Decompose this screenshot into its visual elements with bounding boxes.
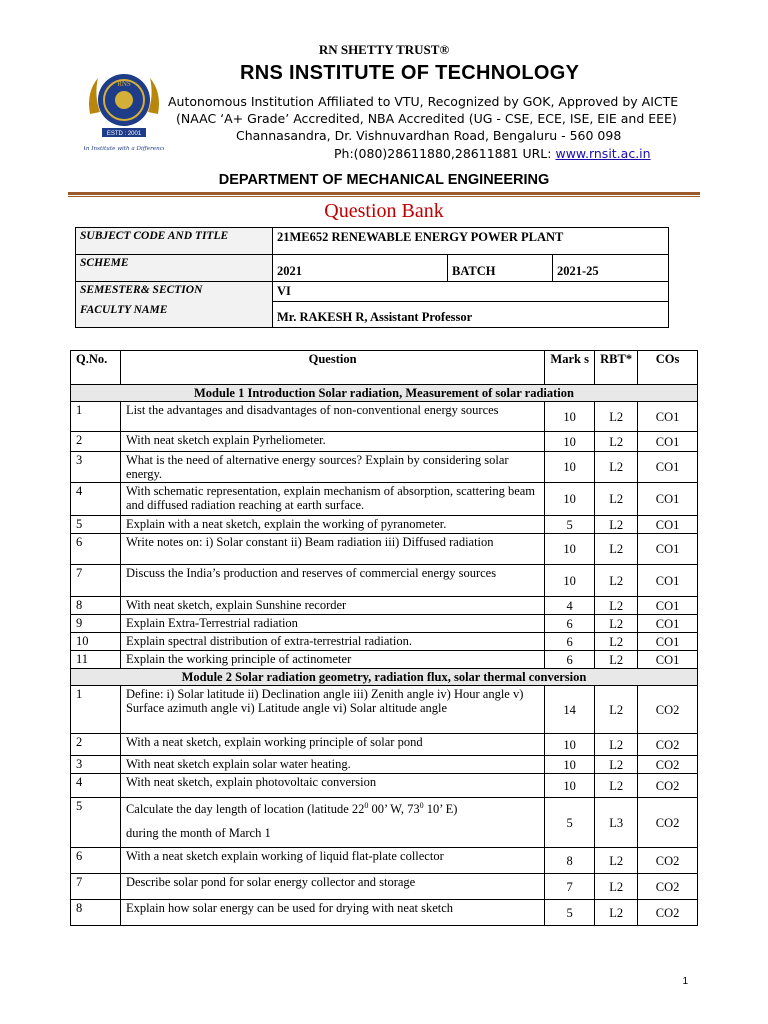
qno-cell: 2	[71, 432, 121, 452]
table-row	[71, 798, 698, 848]
table-row	[71, 452, 698, 483]
marks-cell: 5	[545, 900, 595, 926]
rbt-cell: L2	[595, 565, 638, 597]
module-2-questions	[71, 686, 698, 926]
co-cell: CO1	[638, 402, 698, 432]
faculty-label: FACULTY NAME	[76, 302, 273, 328]
rbt-cell: L2	[595, 597, 638, 615]
rbt-cell: L2	[595, 452, 638, 483]
trust-name: RN SHETTY TRUST®	[318, 42, 450, 57]
header-divider	[68, 192, 700, 195]
table-row	[71, 734, 698, 756]
department-title: DEPARTMENT OF MECHANICAL ENGINEERING	[218, 172, 550, 188]
question-cell: Explain with a neat sketch, explain the working of pyranometer.	[120, 516, 544, 534]
institute-name: RNS INSTITUTE OF TECHNOLOGY	[240, 62, 580, 84]
marks-cell: 10	[545, 402, 595, 432]
co-cell: CO2	[638, 734, 698, 756]
table-row	[71, 633, 698, 651]
qno-cell: 7	[71, 874, 121, 900]
qno-cell: 9	[71, 615, 121, 633]
batch-label: BATCH	[448, 255, 553, 282]
marks-cell: 10	[545, 774, 595, 798]
table-row	[71, 402, 698, 432]
institute-logo	[84, 62, 164, 154]
qno-cell: 8	[71, 597, 121, 615]
question-cell: List the advantages and disadvantages of non-conventional energy sources	[120, 402, 544, 432]
table-row	[71, 597, 698, 615]
scheme-label: SCHEME	[76, 255, 273, 282]
co-cell: CO1	[638, 565, 698, 597]
affiliation-line: Autonomous Institution Affiliated to VTU, Recognized by GOK, Approved by AICTE	[168, 94, 679, 109]
qno-cell: 1	[71, 402, 121, 432]
cos-header: COs	[638, 351, 698, 385]
table-row	[71, 432, 698, 452]
qno-cell: 8	[71, 900, 121, 926]
marks-cell: 10	[545, 756, 595, 774]
rbt-cell: L2	[595, 432, 638, 452]
question-cell: With a neat sketch explain working of liquid flat-plate collector	[120, 848, 544, 874]
marks-cell: 6	[545, 633, 595, 651]
table-row	[71, 615, 698, 633]
marks-cell: 6	[545, 615, 595, 633]
qno-cell: 5	[71, 516, 121, 534]
question-cell: Calculate the day length of location (latitude $22^0$ 00’ W, $73^0$ 10’ E) during the month of March 1	[120, 798, 544, 848]
question-cell: With schematic representation, explain mechanism of absorption, scattering beam and diffused radiation reaching at earth surface.	[120, 483, 544, 516]
co-cell: CO1	[638, 615, 698, 633]
module-2-row	[71, 669, 698, 686]
module-1-row	[71, 385, 698, 402]
table-row	[71, 483, 698, 516]
co-cell: CO2	[638, 756, 698, 774]
co-cell: CO1	[638, 483, 698, 516]
co-cell: CO2	[638, 686, 698, 734]
rbt-cell: L2	[595, 686, 638, 734]
rbt-cell: L2	[595, 516, 638, 534]
question-cell: Explain spectral distribution of extra-terrestrial radiation.	[120, 633, 544, 651]
marks-cell: 10	[545, 734, 595, 756]
subject-value: 21ME652 RENEWABLE ENERGY POWER PLANT	[273, 228, 669, 255]
co-cell: CO2	[638, 900, 698, 926]
marks-cell: 4	[545, 597, 595, 615]
question-cell: Describe solar pond for solar energy collector and storage	[120, 874, 544, 900]
co-cell: CO1	[638, 597, 698, 615]
course-info-table	[75, 227, 669, 328]
co-cell: CO2	[638, 848, 698, 874]
co-cell: CO1	[638, 516, 698, 534]
module-1-title: Module 1 Introduction Solar radiation, Measurement of solar radiation	[71, 385, 698, 402]
marks-cell: 10	[545, 534, 595, 565]
marks-cell: 7	[545, 874, 595, 900]
phone-text: Ph:(080)28611880,28611881 URL:	[334, 146, 556, 161]
marks-cell: 10	[545, 432, 595, 452]
co-cell: CO2	[638, 874, 698, 900]
co-cell: CO2	[638, 798, 698, 848]
co-cell: CO1	[638, 534, 698, 565]
table-row	[71, 534, 698, 565]
co-cell: CO1	[638, 651, 698, 669]
question-cell: With neat sketch, explain Sunshine recorder	[120, 597, 544, 615]
qno-cell: 5	[71, 798, 121, 848]
table-header-row	[71, 351, 698, 385]
question-cell: With a neat sketch, explain working principle of solar pond	[120, 734, 544, 756]
qno-cell: 10	[71, 633, 121, 651]
question-cell: Explain the working principle of actinometer	[120, 651, 544, 669]
logo-monogram: RNS	[117, 80, 131, 88]
marks-cell: 5	[545, 516, 595, 534]
semester-label: SEMESTER& SECTION	[76, 282, 273, 302]
rbt-cell: L2	[595, 615, 638, 633]
table-row	[71, 651, 698, 669]
question-cell: With neat sketch explain Pyrheliometer.	[120, 432, 544, 452]
question-cell: With neat sketch explain solar water heating.	[120, 756, 544, 774]
question-cell: Explain how solar energy can be used for drying with neat sketch	[120, 900, 544, 926]
question-cell: Define: i) Solar latitude ii) Declination angle iii) Zenith angle iv) Hour angle v) Surface azimuth angle vi) Latitude angle vi) Solar altitude angle	[120, 686, 544, 734]
question-header: Question	[120, 351, 544, 385]
module-2-title: Module 2 Solar radiation geometry, radiation flux, solar thermal conversion	[71, 669, 698, 686]
rbt-cell: L2	[595, 874, 638, 900]
marks-cell: 5	[545, 798, 595, 848]
table-row	[71, 874, 698, 900]
table-row	[71, 686, 698, 734]
rbt-cell: L2	[595, 633, 638, 651]
rbt-cell: L2	[595, 848, 638, 874]
qno-cell: 6	[71, 848, 121, 874]
table-row	[71, 516, 698, 534]
question-cell: Write notes on: i) Solar constant ii) Beam radiation iii) Diffused radiation	[120, 534, 544, 565]
logo-tagline: An Institute with a Difference	[84, 146, 164, 152]
rbt-header: RBT*	[595, 351, 638, 385]
qno-cell: 11	[71, 651, 121, 669]
qno-cell: 4	[71, 483, 121, 516]
qno-cell: 4	[71, 774, 121, 798]
batch-value: 2021-25	[553, 255, 669, 282]
address-line: Channasandra, Dr. Vishnuvardhan Road, Bengaluru - 560 098	[236, 128, 622, 143]
rbt-cell: L2	[595, 651, 638, 669]
table-row	[71, 900, 698, 926]
marks-cell: 14	[545, 686, 595, 734]
rbt-cell: L2	[595, 756, 638, 774]
qno-cell: 3	[71, 756, 121, 774]
semester-value: VI	[273, 282, 669, 302]
contact-line	[334, 146, 651, 161]
rbt-cell: L2	[595, 402, 638, 432]
header-divider-thin	[68, 196, 700, 197]
rbt-cell: L2	[595, 534, 638, 565]
subject-label: SUBJECT CODE AND TITLE	[76, 228, 273, 255]
table-row	[71, 848, 698, 874]
marks-cell: 10	[545, 483, 595, 516]
question-cell: What is the need of alternative energy sources? Explain by considering solar energy.	[120, 452, 544, 483]
page-number: 1	[682, 976, 688, 987]
website-link[interactable]: www.rnsit.ac.in	[555, 146, 651, 161]
marks-cell: 8	[545, 848, 595, 874]
question-cell: Explain Extra-Terrestrial radiation	[120, 615, 544, 633]
qno-header: Q.No.	[71, 351, 121, 385]
co-cell: CO1	[638, 452, 698, 483]
rbt-cell: L2	[595, 483, 638, 516]
rbt-cell: L2	[595, 774, 638, 798]
qno-cell: 3	[71, 452, 121, 483]
scheme-value: 2021	[273, 255, 448, 282]
table-row	[71, 565, 698, 597]
co-cell: CO2	[638, 774, 698, 798]
rbt-cell: L2	[595, 900, 638, 926]
co-cell: CO1	[638, 432, 698, 452]
question-table	[70, 350, 698, 926]
question-cell: With neat sketch, explain photovoltaic conversion	[120, 774, 544, 798]
module-1-questions	[71, 402, 698, 669]
table-row	[71, 756, 698, 774]
logo-estd: ESTD : 2001	[106, 131, 142, 137]
marks-cell: 6	[545, 651, 595, 669]
rbt-cell: L3	[595, 798, 638, 848]
qno-cell: 1	[71, 686, 121, 734]
marks-header: Mark s	[545, 351, 595, 385]
qno-cell: 7	[71, 565, 121, 597]
document-title: Question Bank	[324, 200, 444, 222]
rbt-cell: L2	[595, 734, 638, 756]
marks-cell: 10	[545, 452, 595, 483]
qno-cell: 2	[71, 734, 121, 756]
marks-cell: 10	[545, 565, 595, 597]
faculty-value: Mr. RAKESH R, Assistant Professor	[273, 302, 669, 328]
table-row	[71, 774, 698, 798]
accreditation-line: (NAAC ‘A+ Grade’ Accredited, NBA Accredited (UG - CSE, ECE, ISE, EIE and EEE)	[176, 111, 677, 126]
question-cell: Discuss the India’s production and reserves of commercial energy sources	[120, 565, 544, 597]
co-cell: CO1	[638, 633, 698, 651]
qno-cell: 6	[71, 534, 121, 565]
